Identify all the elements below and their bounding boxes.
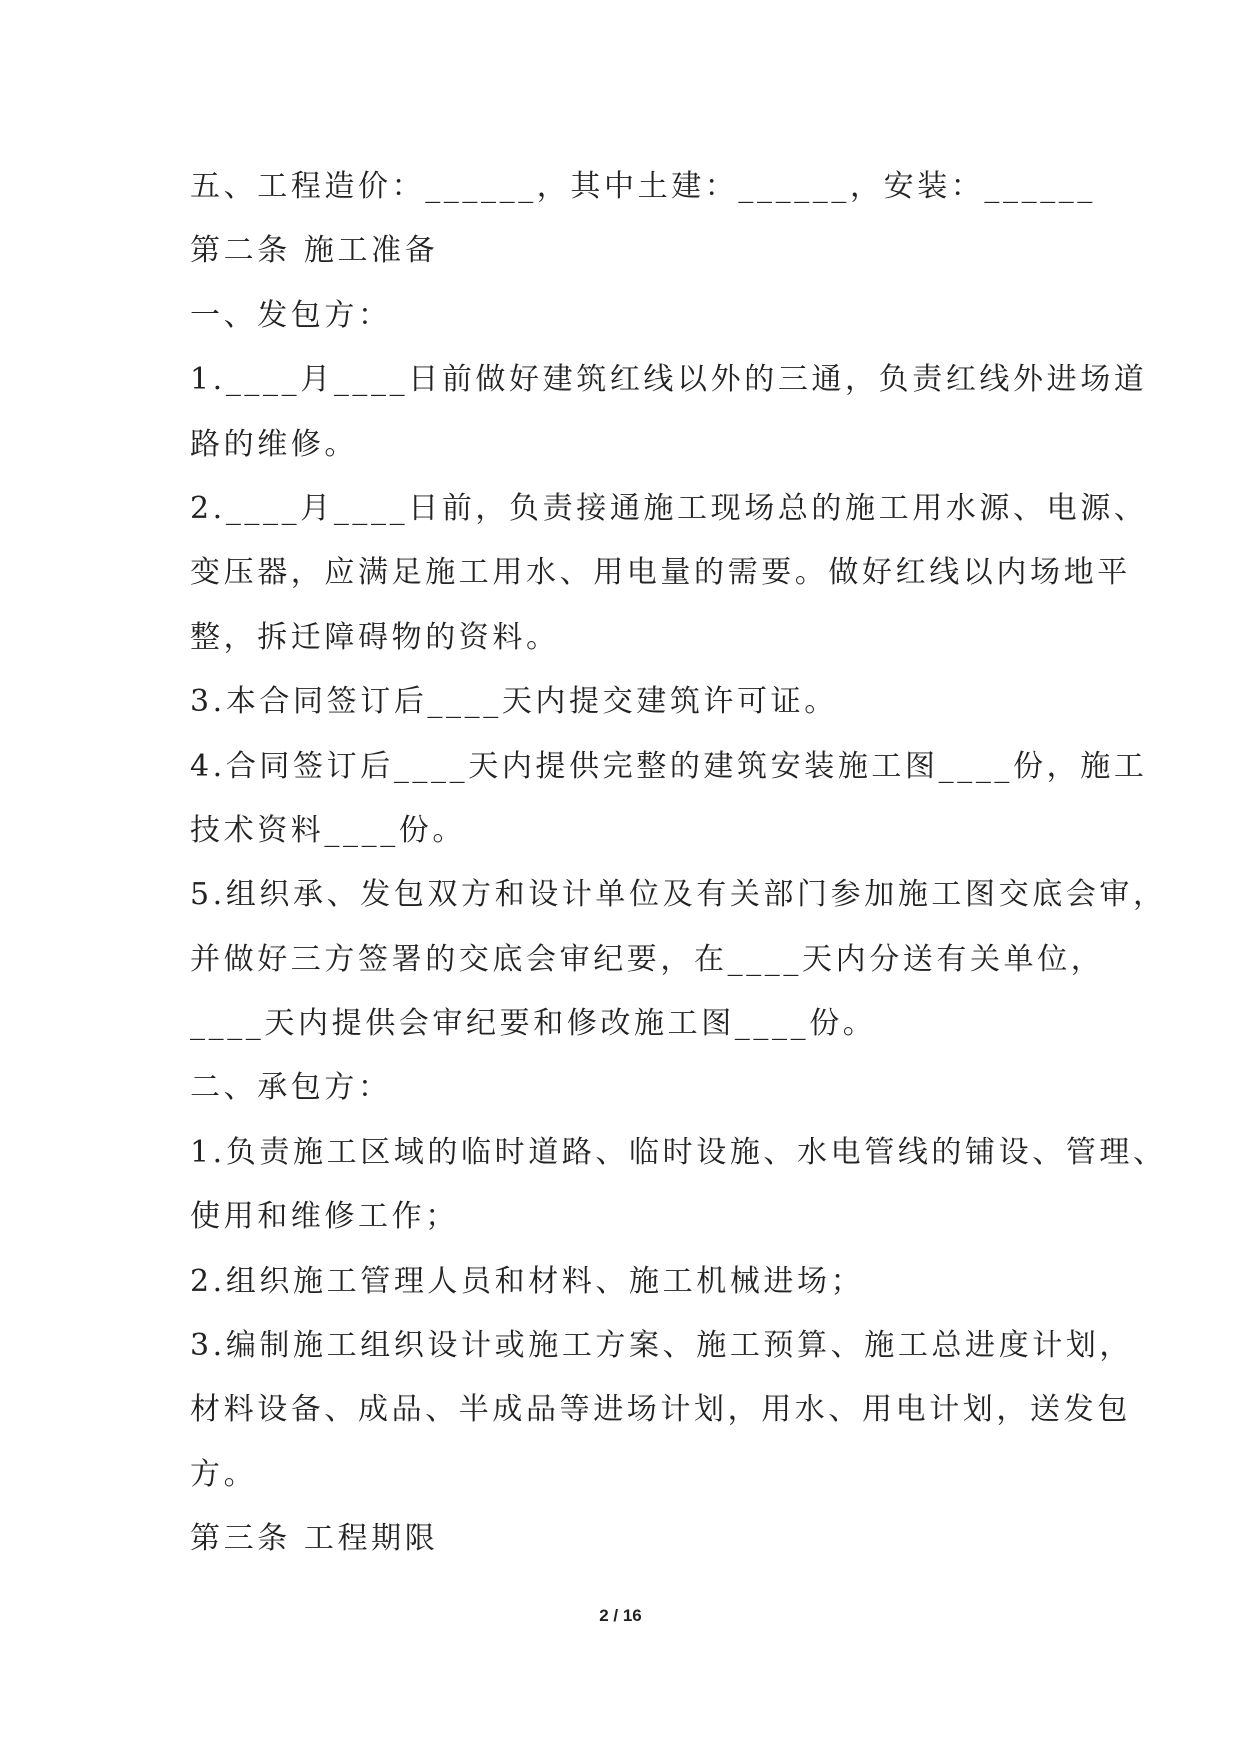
subheading-employer: 一、发包方：: [190, 297, 392, 333]
paragraph-line: 1.负责施工区域的临时道路、临时设施、水电管线的铺设、管理、: [190, 1134, 1167, 1170]
paragraph-line: 材料设备、成品、半成品等进场计划，用水、用电计划，送发包: [190, 1392, 1131, 1428]
paragraph-line: 技术资料____份。: [190, 812, 466, 848]
paragraph-line: 3.编制施工组织设计或施工方案、施工预算、施工总进度计划，: [190, 1328, 1134, 1364]
paragraph-line: 4.合同签订后____天内提供完整的建筑安装施工图____份，施工: [190, 748, 1148, 784]
paragraph-line: 并做好三方签署的交底会审纪要，在____天内分送有关单位，: [190, 941, 1105, 977]
paragraph-line: 变压器，应满足施工用水、用电量的需要。做好红线以内场地平: [190, 555, 1131, 591]
paragraph-line: 2.____月____日前，负责接通施工现场总的施工用水源、电源、: [190, 490, 1148, 526]
paragraph-line: 5.组织承、发包双方和设计单位及有关部门参加施工图交底会审，: [190, 877, 1167, 913]
section-heading-article-3: 第三条 工程期限: [190, 1521, 439, 1557]
subheading-contractor: 二、承包方：: [190, 1070, 392, 1106]
section-heading-article-2: 第二条 施工准备: [190, 233, 439, 269]
paragraph-line: 使用和维修工作；: [190, 1199, 459, 1235]
paragraph-line: 方。: [190, 1456, 258, 1492]
paragraph-line: 整，拆迁障碍物的资料。: [190, 619, 560, 655]
document-body: [190, 155, 1167, 1572]
paragraph-line: 1.____月____日前做好建筑红线以外的三通，负责红线外进场道: [190, 362, 1148, 398]
paragraph-line: 2.组织施工管理人员和材料、施工机械进场；: [190, 1263, 865, 1299]
paragraph-line: ____天内提供会审纪要和修改施工图____份。: [190, 1006, 877, 1042]
page-number: 2 / 16: [599, 1606, 642, 1625]
cost-line: 五、工程造价：______，其中土建：______，安装：______: [190, 169, 1096, 204]
paragraph-line: 3.本合同签订后____天内提交建筑许可证。: [190, 684, 838, 720]
paragraph-line: 路的维修。: [190, 426, 358, 462]
